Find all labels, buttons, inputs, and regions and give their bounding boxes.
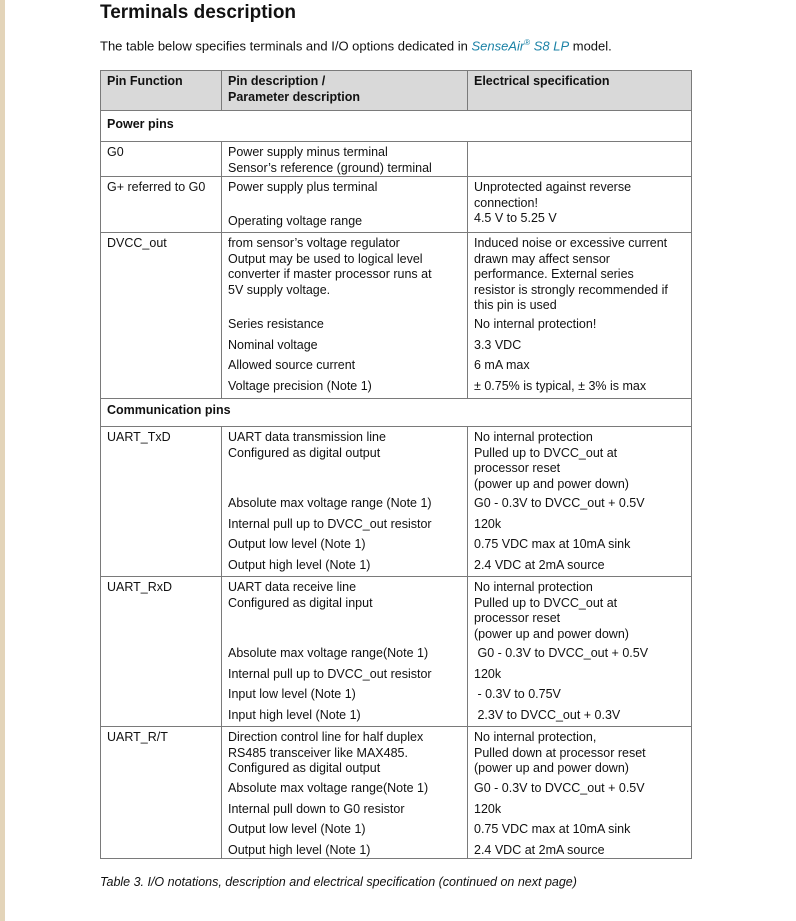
pin-spec: No internal protection Pulled up to DVCC_out at processor reset (power up and power down) G0 - 0.3V to DVCC_out + 0.5V 120k - 0.3V to 0.75V 2.3V to DVCC_out + 0.3V <box>468 577 692 727</box>
intro-text-end: model. <box>569 38 612 54</box>
header-electrical-spec: Electrical specification <box>468 71 692 111</box>
pin-spec: No internal protection, Pulled down at processor reset (power up and power down) G0 - 0.3V to DVCC_out + 0.5V 120k 0.75 VDC max at 10mA sink 2.4 VDC at 2mA source <box>468 727 692 859</box>
table-row <box>101 142 692 177</box>
section-row-communication <box>101 399 692 427</box>
intro-paragraph <box>100 38 612 53</box>
terminals-table <box>100 70 692 859</box>
pin-name: UART_RxD <box>101 577 222 727</box>
section-label: Power pins <box>101 111 692 142</box>
pin-spec: Unprotected against reverse connection! 4.5 V to 5.25 V <box>468 177 692 233</box>
model-name: S8 LP <box>530 38 570 54</box>
registered-mark: ® <box>524 38 531 47</box>
brand-name: SenseAir <box>471 38 525 54</box>
section-heading: Terminals description <box>100 2 297 23</box>
pin-description: Power supply plus terminal Operating voltage range <box>222 177 468 233</box>
header-pin-description: Pin description / Parameter description <box>222 71 468 111</box>
pin-spec: No internal protection Pulled up to DVCC_out at processor reset (power up and power down) G0 - 0.3V to DVCC_out + 0.5V 120k 0.75 VDC max at 10mA sink 2.4 VDC at 2mA source <box>468 427 692 577</box>
pin-description: UART data receive line Configured as digital input Absolute max voltage range(Note 1) Internal pull up to DVCC_out resistor Input low level (Note 1) Input high level (Note 1) <box>222 577 468 727</box>
table-row <box>101 427 692 577</box>
table-header-row <box>101 71 692 111</box>
section-label: Communication pins <box>101 399 692 427</box>
pin-name: UART_R/T <box>101 727 222 859</box>
header-pin-function: Pin Function <box>101 71 222 111</box>
pin-name: G0 <box>101 142 222 177</box>
pin-name: DVCC_out <box>101 233 222 399</box>
pin-description: Power supply minus terminal Sensor’s reference (ground) terminal <box>222 142 468 177</box>
intro-text: The table below specifies terminals and I/O options dedicated in <box>100 38 472 54</box>
pin-description: from sensor’s voltage regulator Output may be used to logical level converter if master processor runs at 5V supply voltage. Series resistance Nominal voltage Allowed source current Voltage precision (Note 1) <box>222 233 468 399</box>
table-row <box>101 727 692 859</box>
pin-spec <box>468 142 692 177</box>
pin-description: Direction control line for half duplex RS485 transceiver like MAX485. Configured as digital output Absolute max voltage range(Note 1) Internal pull down to G0 resistor Output low level (Note 1) Output high level (Note 1) <box>222 727 468 859</box>
pin-description: UART data transmission line Configured as digital output Absolute max voltage range (Note 1) Internal pull up to DVCC_out resistor Output low level (Note 1) Output high level (Note 1) <box>222 427 468 577</box>
table-caption: Table 3. I/O notations, description and electrical specification (continued on next page) <box>100 875 577 889</box>
pin-name: G+ referred to G0 <box>101 177 222 233</box>
pin-spec: Induced noise or excessive current drawn may affect sensor performance. External series resistor is strongly recommended if this pin is used No internal protection! 3.3 VDC 6 mA max ± 0.75% is typical, ± 3% is max <box>468 233 692 399</box>
section-row-power <box>101 111 692 142</box>
pin-name: UART_TxD <box>101 427 222 577</box>
table-row <box>101 233 692 399</box>
table-row <box>101 577 692 727</box>
table-row <box>101 177 692 233</box>
